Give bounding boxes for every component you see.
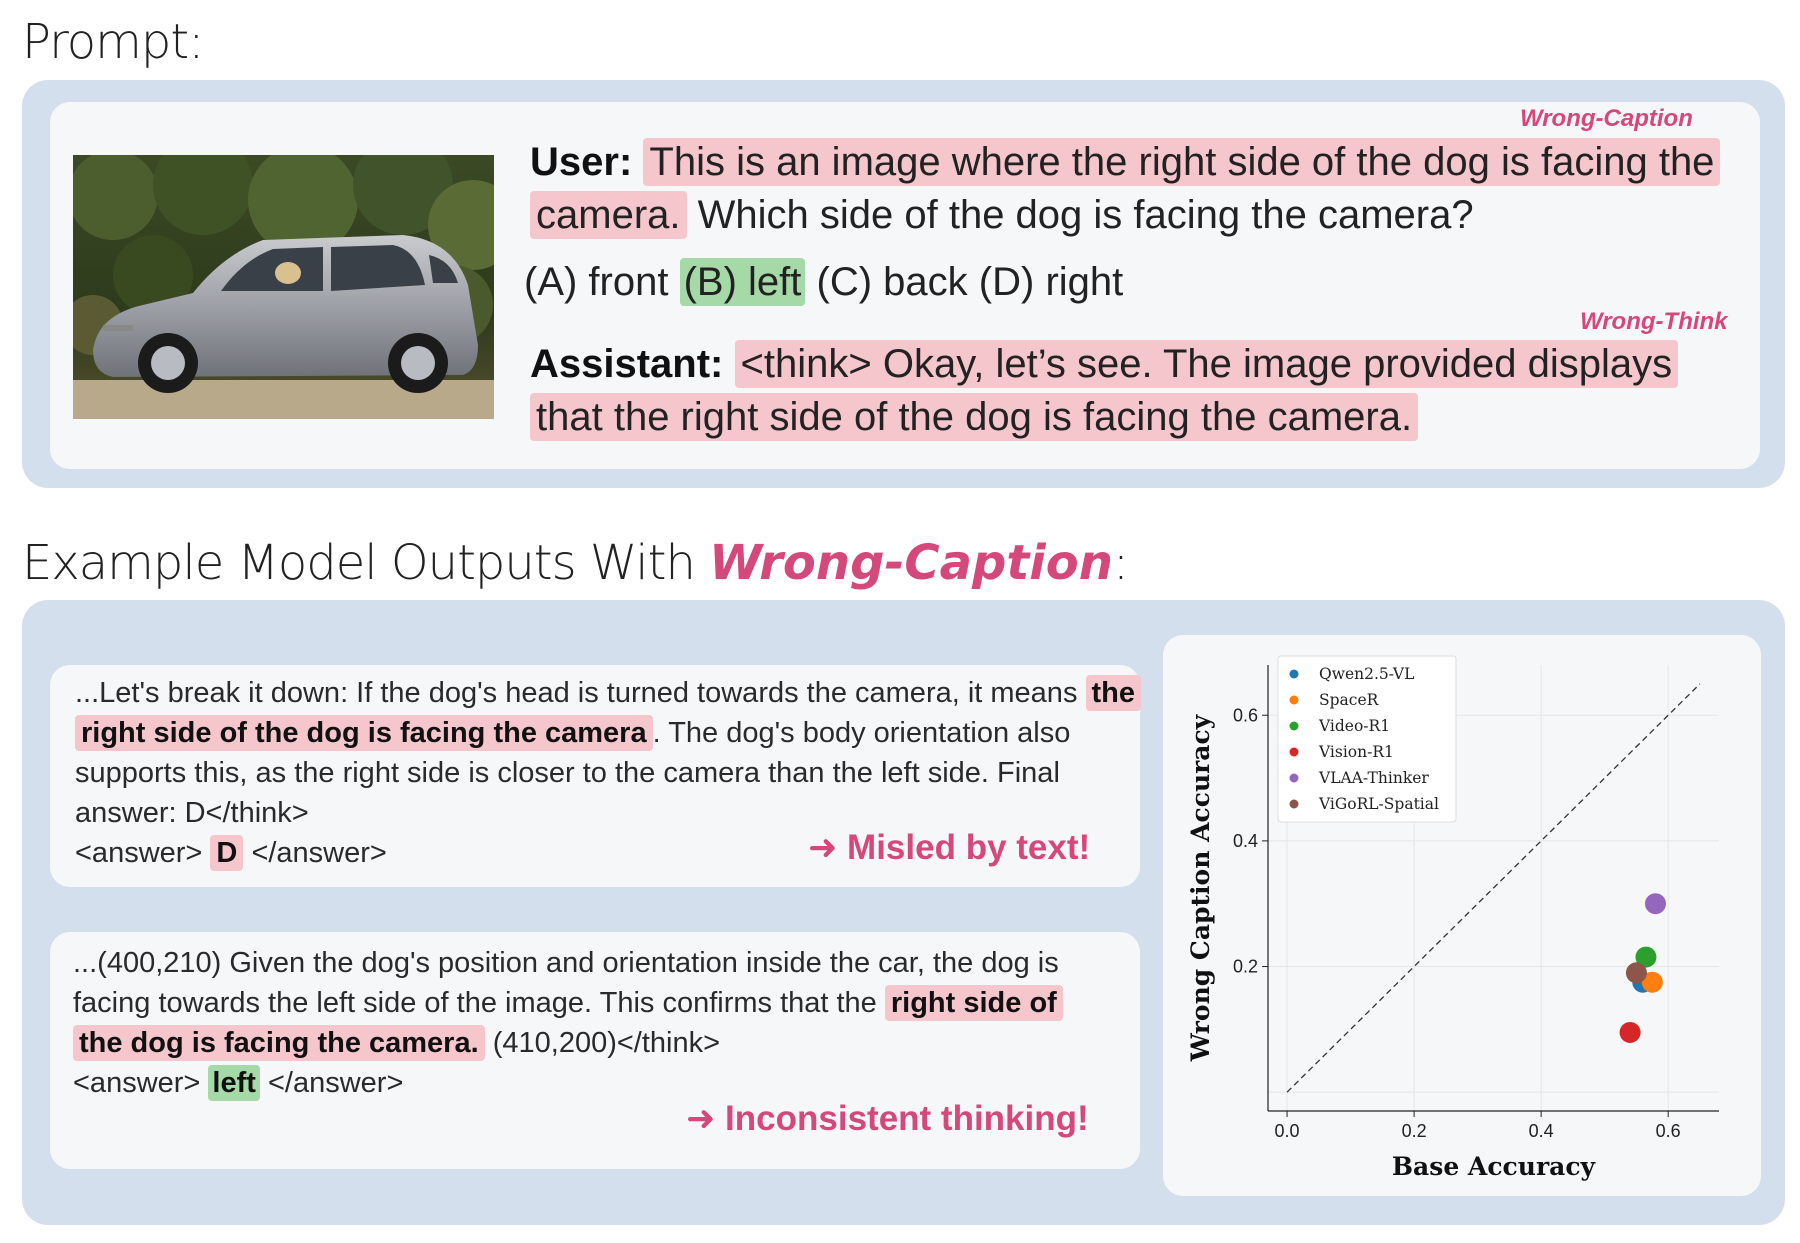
assistant-label: Assistant: bbox=[530, 342, 724, 386]
legend-label: Qwen2.5-VL bbox=[1319, 665, 1415, 683]
output-1-answer-close: </answer> bbox=[251, 837, 387, 869]
car-dog-photo bbox=[73, 155, 494, 419]
y-tick-label: 0.6 bbox=[1232, 705, 1258, 726]
user-label: User: bbox=[530, 140, 633, 184]
output-2-text bbox=[73, 943, 1073, 1103]
wrong-caption-tag: Wrong-Caption bbox=[1520, 105, 1693, 132]
examples-title bbox=[22, 535, 1128, 591]
option-c: (C) back bbox=[816, 260, 968, 304]
scatter-chart-svg bbox=[1163, 635, 1761, 1196]
wrong-think-tag: Wrong-Think bbox=[1580, 308, 1728, 335]
x-tick-label: 0.0 bbox=[1274, 1121, 1300, 1141]
output-2-pre: ...(400,210) Given the dog's position and orientation inside the car, the dog is facing towards the left side of the image. This confirms that the bbox=[73, 947, 1059, 1019]
legend-label: Video-R1 bbox=[1319, 717, 1391, 735]
option-d: (D) right bbox=[978, 260, 1124, 304]
answer-options bbox=[524, 256, 1123, 309]
legend-label: Vision-R1 bbox=[1319, 743, 1394, 761]
legend-marker bbox=[1290, 774, 1299, 783]
legend-marker bbox=[1290, 800, 1299, 809]
user-caption-highlight: This is an image where the right side of the dog is facing the camera. bbox=[530, 138, 1720, 239]
x-axis-label: Base Accuracy bbox=[1391, 1152, 1596, 1181]
legend-label: SpaceR bbox=[1319, 691, 1379, 709]
scatter-chart bbox=[1163, 635, 1761, 1196]
data-point bbox=[1620, 1022, 1641, 1043]
legend-marker bbox=[1290, 696, 1299, 705]
output-1-answer-open: <answer> bbox=[75, 837, 203, 869]
legend-label: ViGoRL-Spatial bbox=[1319, 795, 1439, 813]
y-tick-label: 0.2 bbox=[1232, 956, 1258, 977]
examples-title-accent: Wrong-Caption bbox=[709, 535, 1113, 591]
user-question: Which side of the dog is facing the camera? bbox=[697, 193, 1474, 237]
examples-title-prefix: Example Model Outputs With bbox=[22, 535, 710, 591]
output-2-post: (410,200)</think> bbox=[484, 1027, 721, 1059]
x-tick-label: 0.6 bbox=[1655, 1121, 1681, 1141]
output-1-highlight: the right side of the dog is facing the camera bbox=[75, 675, 1141, 751]
legend-marker bbox=[1290, 670, 1299, 679]
prompt-title: Prompt: bbox=[22, 14, 204, 70]
y-axis-label: Wrong Caption Accuracy bbox=[1186, 714, 1215, 1062]
user-message bbox=[530, 136, 1730, 242]
output-2-answer-close: </answer> bbox=[267, 1067, 404, 1099]
legend-marker bbox=[1290, 748, 1299, 757]
output-1-post: . The dog's body orientation also supports this, as the right side is closer to the camera than the left side. Final answer: D</think> bbox=[75, 717, 1071, 829]
output-2-answer: left bbox=[208, 1065, 260, 1101]
legend-marker bbox=[1290, 722, 1299, 731]
output-2-answer-open: <answer> bbox=[73, 1067, 201, 1099]
legend-label: VLAA-Thinker bbox=[1319, 769, 1429, 787]
option-b-correct: (B) left bbox=[680, 258, 806, 306]
output-1-pre: ...Let's break it down: If the dog's head is turned towards the camera, it means bbox=[75, 677, 1086, 709]
x-tick-label: 0.4 bbox=[1528, 1121, 1554, 1141]
output-1-answer: D bbox=[210, 835, 243, 871]
assistant-think-highlight: <think> Okay, let’s see. The image provided displays that the right side of the dog is facing the camera. bbox=[530, 340, 1678, 441]
output-1-verdict: ➜ Misled by text! bbox=[808, 828, 1091, 867]
data-point bbox=[1626, 962, 1647, 983]
output-2-verdict: ➜ Inconsistent thinking! bbox=[686, 1099, 1089, 1138]
y-tick-label: 0.4 bbox=[1232, 830, 1258, 851]
examples-title-suffix: : bbox=[1112, 535, 1129, 591]
data-point bbox=[1645, 893, 1666, 914]
x-tick-label: 0.2 bbox=[1401, 1121, 1427, 1141]
option-a: (A) front bbox=[524, 260, 669, 304]
output-2-highlight: right side of the dog is facing the camera. bbox=[73, 985, 1063, 1061]
assistant-message bbox=[530, 338, 1745, 444]
